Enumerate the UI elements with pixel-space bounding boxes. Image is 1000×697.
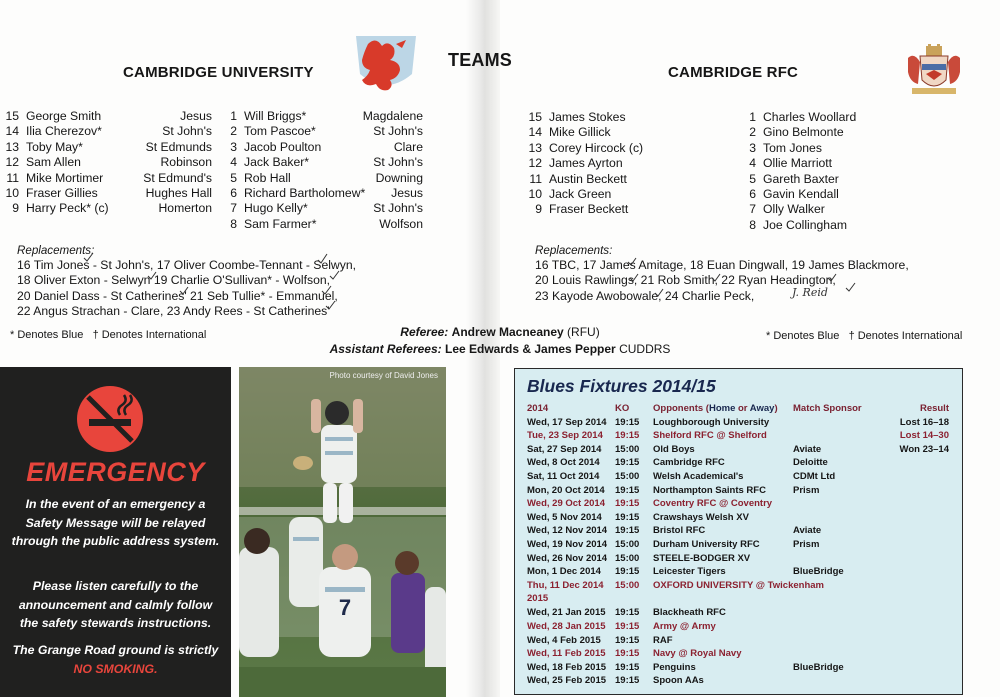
player-row: 4 Jack Baker* St John's bbox=[230, 155, 423, 170]
col-opponents: Opponents (Home or Away) bbox=[653, 403, 778, 414]
fixture-sponsor: Prism bbox=[793, 484, 820, 496]
fixture-opponent: Old Boys bbox=[653, 443, 695, 455]
uni-replacements bbox=[17, 243, 356, 319]
teams-title: TEAMS bbox=[448, 50, 512, 70]
no-smoking-icon bbox=[76, 385, 144, 453]
replacements-line: 23 Kayode Awobowale, 24 Charlie Peck, bbox=[535, 288, 755, 303]
player-row: 1 Will Briggs* Magdalene bbox=[230, 109, 423, 123]
fixture-ko: 15:00 bbox=[615, 552, 640, 564]
player-row: 12 James Ayrton bbox=[528, 156, 623, 171]
fixture-opponent: Spoon AAs bbox=[653, 675, 704, 687]
fixture-opponent: Leicester Tigers bbox=[653, 566, 726, 578]
player-row: 11 Mike Mortimer St Edmund's bbox=[6, 170, 212, 185]
replacements-line: 22 Angus Strachan - Clare, 23 Andy Rees - St Catherines' bbox=[17, 303, 330, 318]
fixture-result: Won 23–14 bbox=[899, 443, 949, 455]
fixture-ko: 19:15 bbox=[615, 620, 640, 632]
photo-caption: Photo courtesy of David Jones bbox=[329, 371, 438, 380]
fixture-sponsor: BlueBridge bbox=[793, 661, 844, 673]
replacements-line: 16 TBC, 17 James Amitage, 18 Euan Dingwall, 19 James Blackmore, bbox=[535, 258, 909, 273]
fixture-ko: 19:15 bbox=[615, 498, 640, 510]
emergency-title: EMERGENCY bbox=[26, 457, 205, 487]
player-row: 13 Corey Hircock (c) bbox=[528, 140, 644, 155]
fixtures-panel: Blues Fixtures 2014/15 2014 KO Opponents (Home or Away) Match Sponsor Result Wed, 17 Sep 2014 19:15 Loughborough University Lost 16–18 Tue, 23 Sep 2014 19:15 Shelford RFC @ Shelford Lost 14–30 Sat, 27 Sep 2014 15:00 Old Boys Aviate Won 23–14 Wed, 8 Oct 2014 19:15 Cambridge RFC Deloitte Sat, 11 Oct 2014 15:00 Welsh Academical's CDMt Ltd Mon, 20 Oct 2014 19:15 Northampton Saints RFC Prism Wed, 29 Oct 2014 19:15 Coventry RFC @ Coventry Wed, 5 Nov 2014 19:15 Crawshays Welsh XV Wed, 12 Nov 2014 19:15 Bristol RFC Aviate Wed, 19 Nov 2014 15:00 Durham University RFC Prism Wed, 26 Nov 2014 15:00 STEELE-BODGER XV Mon, 1 Dec 2014 19:15 Leicester Tigers BlueBridge Thu, 11 Dec 2014 15:00 OXFORD UNIVERSITY @ Twickenham 2015 Wed, 21 Jan 2015 19:15 Blackheath RFC Wed, 28 Jan 2015 19:15 Army @ Army Wed, 4 Feb 2015 19:15 RAF Wed, 11 Feb 2015 19:15 Navy @ Royal Navy Wed, 18 Feb 2015 19:15 Penguins BlueBridge Wed, 25 Feb 2015 19:15 Spoon AAs bbox=[514, 368, 963, 695]
officials bbox=[296, 324, 704, 358]
player-row: 12 Sam Allen Robinson bbox=[5, 155, 212, 170]
lineout-photo bbox=[239, 367, 446, 697]
assistant-referees-line bbox=[296, 341, 704, 358]
player-row: 7 Hugo Kelly* St John's bbox=[230, 201, 423, 216]
player-row: 9 Fraser Beckett bbox=[535, 202, 629, 217]
fixture-sponsor: CDMt Ltd bbox=[793, 470, 836, 482]
fixture-ko: 19:15 bbox=[615, 566, 640, 578]
fixture-ko: 15:00 bbox=[615, 538, 640, 550]
player-row: 6 Richard Bartholomew* Jesus bbox=[230, 185, 423, 200]
player-row: 11 Austin Beckett bbox=[529, 171, 627, 186]
fixture-ko: 19:15 bbox=[615, 484, 640, 496]
fixture-ko: 19:15 bbox=[615, 607, 640, 619]
player-row: 8 Sam Farmer* Wolfson bbox=[230, 216, 423, 231]
international-note: † Denotes International bbox=[848, 330, 963, 342]
fixture-opponent: Shelford RFC @ Shelford bbox=[653, 430, 767, 442]
fixture-date: Wed, 8 Oct 2014 bbox=[527, 457, 600, 469]
blue-note: * Denotes Blue bbox=[10, 329, 84, 341]
fixture-date: Tue, 23 Sep 2014 bbox=[527, 430, 603, 442]
fixture-date: Wed, 4 Feb 2015 bbox=[527, 634, 601, 646]
fixture-ko: 19:15 bbox=[615, 675, 640, 687]
rfc-forwards-list bbox=[741, 110, 941, 233]
no-smoking-warning: NO SMOKING. bbox=[73, 661, 158, 676]
rugby-lineout-image bbox=[239, 367, 446, 697]
fixture-opponent: Loughborough University bbox=[653, 416, 770, 428]
fixture-sponsor: Deloitte bbox=[793, 457, 828, 469]
fixture-opponent: Durham University RFC bbox=[653, 538, 760, 550]
right-team-name: CAMBRIDGE RFC bbox=[668, 64, 799, 81]
player-row: 3 Tom Jones bbox=[749, 140, 822, 155]
rfc-replacements bbox=[535, 243, 909, 304]
fixture-ko: 19:15 bbox=[615, 661, 640, 673]
cambridge-rfc-crest-icon bbox=[904, 44, 964, 96]
fixture-date: Sat, 27 Sep 2014 bbox=[527, 443, 602, 455]
fixture-date: Wed, 28 Jan 2015 bbox=[527, 620, 606, 632]
fixture-date: Wed, 29 Oct 2014 bbox=[527, 498, 605, 510]
fixture-opponent: Navy @ Royal Navy bbox=[653, 648, 742, 660]
player-row: 5 Rob Hall Downing bbox=[230, 170, 423, 185]
fixture-date: Sat, 11 Oct 2014 bbox=[527, 470, 600, 482]
player-row: 2 Gino Belmonte bbox=[749, 125, 844, 140]
col-year: 2014 bbox=[527, 403, 549, 414]
fixture-opponent: Coventry RFC @ Coventry bbox=[653, 498, 773, 510]
left-team-name: CAMBRIDGE UNIVERSITY bbox=[123, 64, 314, 81]
blue-note: * Denotes Blue bbox=[766, 330, 840, 342]
fixture-date: Wed, 26 Nov 2014 bbox=[527, 552, 608, 564]
fixtures-title: Blues Fixtures 2014/15 bbox=[527, 376, 716, 396]
fixture-sponsor: BlueBridge bbox=[793, 566, 844, 578]
player-row: 3 Jacob Poulton Clare bbox=[230, 139, 423, 154]
col-ko: KO bbox=[615, 403, 630, 414]
fixture-opponent: OXFORD UNIVERSITY @ Twickenham bbox=[653, 579, 824, 591]
player-row: 10 Fraser Gillies Hughes Hall bbox=[5, 185, 212, 200]
player-row: 9 Harry Peck* (c) Homerton bbox=[12, 201, 212, 216]
fixture-date: Wed, 17 Sep 2014 bbox=[527, 416, 607, 428]
uni-backs-list bbox=[4, 109, 212, 217]
fixture-ko: 15:00 bbox=[615, 470, 640, 482]
international-note: † Denotes International bbox=[92, 329, 207, 341]
fixture-ko: 19:15 bbox=[615, 416, 640, 428]
assistant-names: Lee Edwards & James Pepper bbox=[444, 342, 616, 356]
fixture-date: Wed, 21 Jan 2015 bbox=[527, 607, 606, 619]
replacements-line: 16 Tim Jones - St John's, 17 Oliver Coombe-Tennant - Selwyn, bbox=[17, 258, 356, 273]
emergency-text: Please listen carefully to the announcement and calmly follow the safety stewards instructions. bbox=[18, 579, 213, 630]
fixture-date: Mon, 1 Dec 2014 bbox=[527, 566, 601, 578]
fixture-result: Lost 16–18 bbox=[899, 416, 949, 428]
col-result: Result bbox=[919, 403, 949, 414]
player-row: 10 Jack Green bbox=[528, 186, 612, 201]
referee-name: Andrew Macneaney bbox=[451, 325, 564, 339]
referee-label: Referee: bbox=[400, 325, 449, 339]
jersey-number: 7 bbox=[338, 595, 352, 620]
fixture-date: Wed, 11 Feb 2015 bbox=[527, 648, 606, 660]
fixture-opponent: Welsh Academical's bbox=[653, 470, 744, 482]
player-row: 6 Gavin Kendall bbox=[749, 186, 839, 201]
fixture-opponent: RAF bbox=[653, 634, 673, 646]
player-row: 8 Joe Collingham bbox=[749, 217, 848, 232]
fixture-ko: 19:15 bbox=[615, 511, 640, 523]
fixture-ko: 19:15 bbox=[615, 648, 640, 660]
legend-left bbox=[10, 329, 206, 341]
emergency-text: In the event of an emergency a Safety Message will be relayed through the public address system. bbox=[11, 497, 220, 548]
handwritten-note: J. Reid bbox=[792, 286, 828, 299]
fixture-opponent: Crawshays Welsh XV bbox=[653, 511, 749, 523]
player-row: 14 Ilia Cherezov* St John's bbox=[5, 124, 212, 139]
fixture-sponsor: Prism bbox=[793, 538, 820, 550]
player-row: 15 George Smith Jesus bbox=[5, 109, 212, 123]
player-row: 15 James Stokes bbox=[528, 110, 626, 124]
replacements-line: 18 Oliver Exton - Selwyn 19 Charlie O'Sullivan* - Wolfson, bbox=[17, 273, 331, 288]
fixture-opponent: Army @ Army bbox=[653, 620, 716, 632]
fixture-ko: 19:15 bbox=[615, 525, 640, 537]
player-row: 5 Gareth Baxter bbox=[749, 171, 839, 186]
fixture-ko: 15:00 bbox=[615, 443, 640, 455]
legend-right bbox=[766, 330, 962, 342]
player-row: 2 Tom Pascoe* St John's bbox=[230, 124, 423, 139]
fixture-date: Wed, 18 Feb 2015 bbox=[527, 661, 607, 673]
player-row: 1 Charles Woollard bbox=[749, 110, 857, 124]
fixture-date: Wed, 25 Feb 2015 bbox=[527, 675, 607, 687]
replacements-heading: Replacements: bbox=[535, 244, 613, 257]
fixture-date: Wed, 19 Nov 2014 bbox=[527, 538, 608, 550]
replacements-line: 20 Daniel Dass - St Catherines' 21 Seb Tullie* - Emmanuel, bbox=[17, 288, 338, 303]
fixture-opponent: STEELE-BODGER XV bbox=[653, 552, 751, 564]
uni-forwards-list bbox=[222, 109, 423, 232]
fixture-opponent: Northampton Saints RFC bbox=[653, 484, 766, 496]
assistant-label: Assistant Referees: bbox=[329, 342, 442, 356]
replacements-heading: Replacements: bbox=[17, 244, 95, 257]
col-sponsor: Match Sponsor bbox=[793, 403, 862, 414]
no-smoking-notice: The Grange Road ground is strictly bbox=[12, 643, 219, 657]
fixture-opponent: Cambridge RFC bbox=[653, 457, 725, 469]
fixture-date: Wed, 12 Nov 2014 bbox=[527, 525, 608, 537]
fixture-ko: 19:15 bbox=[615, 634, 640, 646]
cambridge-university-crest-icon bbox=[352, 30, 420, 96]
assistant-society: CUDDRS bbox=[619, 342, 671, 356]
fixture-ko: 19:15 bbox=[615, 457, 640, 469]
referee-union: (RFU) bbox=[567, 325, 600, 339]
fixture-opponent: Penguins bbox=[653, 661, 696, 673]
fixture-result: Lost 14–30 bbox=[899, 430, 949, 442]
fixture-opponent: Blackheath RFC bbox=[653, 607, 726, 619]
fixture-sponsor: Aviate bbox=[793, 443, 822, 455]
fixture-date: Mon, 20 Oct 2014 bbox=[527, 484, 605, 496]
player-row: 13 Toby May* St Edmunds bbox=[5, 139, 212, 154]
emergency-text bbox=[8, 641, 223, 678]
player-row: 7 Olly Walker bbox=[749, 202, 825, 217]
referee-line bbox=[296, 324, 704, 341]
player-row: 14 Mike Gillick bbox=[528, 125, 611, 140]
fixture-opponent: Bristol RFC bbox=[653, 525, 706, 537]
fixture-ko: 19:15 bbox=[615, 430, 640, 442]
fixture-sponsor: Aviate bbox=[793, 525, 822, 537]
player-row: 4 Ollie Marriott bbox=[749, 156, 833, 171]
emergency-panel bbox=[0, 367, 231, 697]
fixture-date: Wed, 5 Nov 2014 bbox=[527, 511, 602, 523]
replacements-line: 20 Louis Rawlings, 21 Rob Smith, 22 Ryan Headington, bbox=[535, 273, 836, 288]
rfc-backs-list bbox=[527, 110, 727, 218]
fixture-ko: 15:00 bbox=[615, 579, 640, 591]
fixture-date: Thu, 11 Dec 2014 bbox=[527, 579, 604, 591]
